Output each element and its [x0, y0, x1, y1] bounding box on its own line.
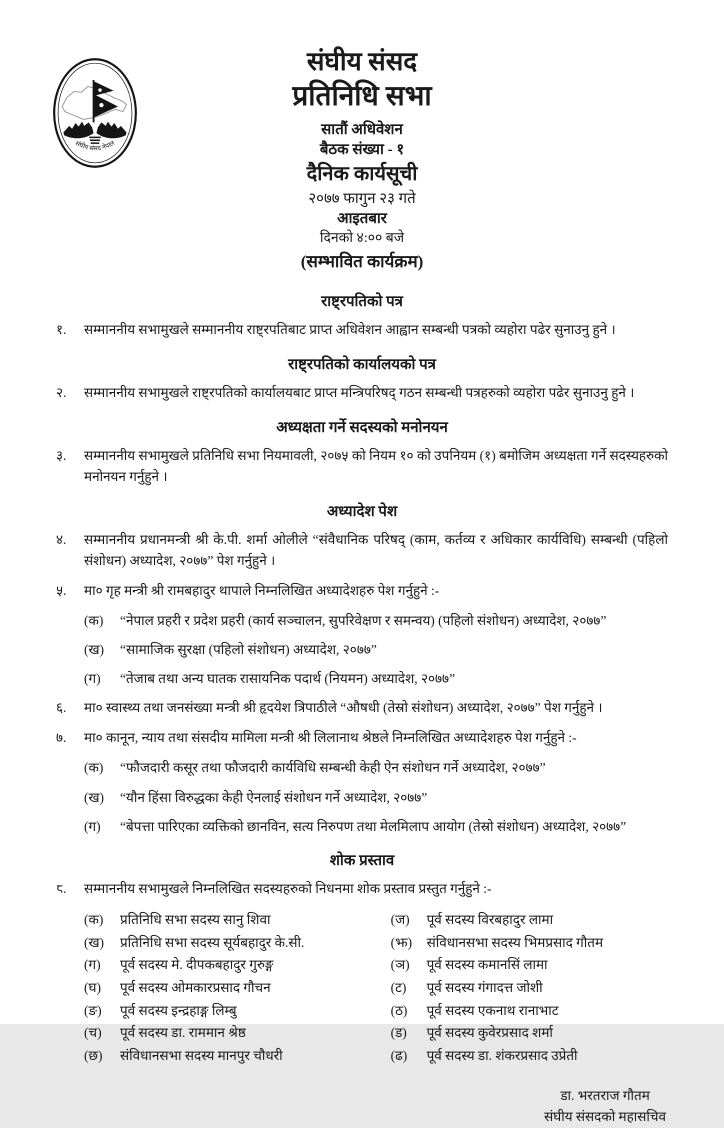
section-heading: शोक प्रस्ताव — [329, 853, 395, 870]
subitem-text: “सामाजिक सुरक्षा (पहिलो संशोधन) अध्यादेश, २०७७” — [120, 641, 377, 657]
entry-name: संविधानसभा सदस्य मानपुर चौधरी — [120, 1048, 283, 1064]
entry-letter: (ड) — [390, 1025, 407, 1041]
agenda-item — [56, 446, 668, 488]
tentative-note: (सम्भावित कार्यक्रम) — [300, 251, 424, 271]
meeting-number-line: बैठक संख्या - १ — [319, 142, 405, 159]
entry-name: पूर्व सदस्य इन्द्रहाङ्ग लिम्बु — [120, 1002, 237, 1018]
agenda-item — [56, 879, 668, 900]
entry-letter: (ढ) — [390, 1048, 408, 1064]
item-text: सम्माननीय प्रधानमन्त्री श्री के.पी. शर्मा ओलीले “संवैधानिक परिषद् (काम, कर्तव्य र अधिकार कार्यविधि) सम्बन्धी (पहिलो संशोधन) अध्यादेश, २०७७” पेश गर्नुहुने । — [84, 531, 668, 568]
entry-letter: (छ) — [84, 1048, 103, 1064]
entry-name: पूर्व सदस्य कुवेरप्रसाद शर्मा — [426, 1025, 553, 1041]
session-line: सातौं अधिवेशन — [321, 121, 403, 138]
agenda-section — [56, 417, 668, 488]
item-number: ६. — [56, 700, 67, 716]
item-number: २. — [56, 385, 67, 401]
item-text: सम्माननीय सभामुखले प्रतिनिधि सभा नियमावली, २०७५ को नियम १० को उपनियम (१) बमोजिम अध्यक्षता गर्ने सदस्यहरुको मनोनयन गर्नुहुने । — [84, 448, 668, 485]
item-number: ३. — [56, 448, 67, 464]
entry-letter: (ख) — [84, 934, 105, 950]
agenda-item — [56, 530, 668, 572]
entry-letter: (ज) — [390, 911, 410, 927]
subitem-letter: (ख) — [84, 789, 105, 805]
condolence-entry — [391, 932, 668, 955]
subitem-letter: (क) — [84, 612, 104, 628]
item-text: सम्माननीय सभामुखले निम्नलिखित सदस्यहरुको निधनमा शोक प्रस्ताव प्रस्तुत गर्नुहुने :- — [84, 881, 492, 897]
subitem-text: “फौजदारी कसूर तथा फौजदारी कार्यविधि सम्बन्धी केही ऐन संशोधन गर्ने अध्यादेश, २०७७” — [120, 760, 546, 776]
item-text: मा० कानून, न्याय तथा संसदीय मामिला मन्त्री श्री लिलानाथ श्रेष्ठले निम्नलिखित अध्यादेशहरु पेश गर्नुहुने :- — [84, 730, 577, 746]
entry-name: पूर्व सदस्य मे. दीपकबहादुर गुरुङ्ग — [120, 957, 274, 973]
entry-letter: (ठ) — [390, 1002, 408, 1018]
condolence-entry — [391, 1045, 668, 1068]
condolence-entry — [391, 1022, 668, 1045]
entry-letter: (क) — [84, 911, 104, 927]
subitem-text: “तेजाब तथा अन्य घातक रासायनिक पदार्थ (नियमन) अध्यादेश, २०७७” — [120, 671, 456, 687]
agenda-section — [56, 850, 668, 1068]
item-text: सम्माननीय सभामुखले राष्ट्रपतिको कार्यालयबाट प्राप्त मन्त्रिपरिषद् गठन सम्बन्धी पत्रहरुको व्यहोरा पढेर सुनाउनु हुने । — [84, 385, 635, 401]
agenda-item — [56, 581, 668, 602]
subitem-text: “बेपत्ता पारिएका व्यक्तिको छानविन, सत्य निरुपण तथा मेलमिलाप आयोग (तेस्रो संशोधन) अध्यादेश, २०७७” — [120, 818, 627, 834]
item-text: मा० स्वास्थ्य तथा जनसंख्या मन्त्री श्री हृदयेश त्रिपाठीले “औषधी (तेस्रो संशोधन) अध्यादेश, २०७७” पेश गर्नुहुने । — [84, 700, 603, 716]
agenda-subitem — [84, 611, 668, 631]
entry-letter: (ट) — [390, 980, 407, 995]
weekday-line: आइतबार — [337, 211, 387, 228]
condolence-entry — [84, 1022, 391, 1045]
condolence-entry — [391, 909, 668, 932]
entry-letter: (ङ) — [84, 1002, 102, 1018]
condolence-entry — [391, 1000, 668, 1023]
time-line: दिनको ४:०० बजे — [319, 231, 405, 247]
condolence-entry — [84, 1045, 391, 1068]
condolence-entry — [84, 1000, 391, 1023]
signatory-name: डा. भरतराज गौतम — [560, 1087, 650, 1103]
entry-name: पूर्व सदस्य एकनाथ रानाभाट — [426, 1002, 559, 1018]
condolence-column — [84, 909, 391, 1068]
condolence-column — [391, 909, 668, 1068]
seal-caption: संघीय संसद नेपाल — [74, 139, 116, 153]
entry-letter: (झ) — [390, 934, 413, 950]
document-type: दैनिक कार्यसूची — [306, 163, 418, 186]
section-heading: राष्ट्रपतिको पत्र — [321, 294, 403, 311]
condolence-entry — [391, 977, 668, 1000]
section-heading: राष्ट्रपतिको कार्यालयको पत्र — [288, 357, 436, 374]
date-line: २०७७ फागुन २३ गते — [308, 190, 416, 207]
subitem-text: “नेपाल प्रहरी र प्रदेश प्रहरी (कार्य सञ्चालन, सुपरिवेक्षण र समन्वय) (पहिलो संशोधन) अध्यादेश, २०७७” — [120, 612, 607, 628]
federal-parliament-seal — [52, 56, 138, 170]
agenda-subitem — [84, 669, 668, 689]
agenda-section — [56, 291, 668, 341]
agenda-sections — [0, 272, 724, 1067]
entry-name: पूर्व सदस्य डा. राममान श्रेष्ठ — [120, 1025, 246, 1041]
subitem-letter: (ग) — [84, 671, 101, 687]
condolence-entry — [391, 954, 668, 977]
subitem-letter: (ख) — [84, 641, 105, 657]
agenda-item — [56, 320, 668, 341]
agenda-subitem — [84, 817, 668, 837]
signature-block — [544, 1086, 666, 1128]
agenda-subitem — [84, 640, 668, 660]
condolence-entry — [84, 977, 391, 1000]
agenda-item — [56, 698, 668, 719]
agenda-section — [56, 501, 668, 837]
entry-name: पूर्व सदस्य कमानसिं लामा — [426, 957, 548, 973]
entry-name: पूर्व सदस्य गंगादत्त जोशी — [426, 980, 543, 995]
item-number: ७. — [56, 730, 67, 746]
agenda-section — [56, 354, 668, 404]
entry-name: पूर्व सदस्य डा. शंकरप्रसाद उप्रेती — [426, 1048, 578, 1064]
condolence-entry — [84, 954, 391, 977]
agenda-subitem — [84, 788, 668, 808]
item-text: मा० गृह मन्त्री श्री रामबहादुर थापाले निम्नलिखित अध्यादेशहरु पेश गर्नुहुने :- — [84, 582, 440, 598]
entry-letter: (घ) — [84, 980, 101, 995]
entry-name: पूर्व सदस्य विरबहादुर लामा — [426, 911, 554, 927]
parliament-title: संघीय संसद — [306, 47, 418, 76]
item-number: ४. — [56, 531, 67, 547]
item-number: १. — [56, 322, 67, 338]
entry-name: प्रतिनिधि सभा सदस्य सूर्यबहादुर के.सी. — [120, 934, 305, 950]
agenda-item — [56, 383, 668, 404]
item-number: ८. — [56, 881, 67, 897]
subitem-letter: (क) — [84, 760, 104, 776]
entry-letter: (ग) — [84, 957, 101, 973]
subitem-letter: (ग) — [84, 818, 101, 834]
subitem-text: “यौन हिंसा विरुद्धका केही ऐनलाई संशोधन गर्ने अध्यादेश, २०७७” — [120, 789, 428, 805]
section-heading: अध्यादेश पेश — [326, 503, 398, 520]
entry-letter: (ञ) — [390, 957, 410, 973]
section-heading: अध्यक्षता गर्ने सदस्यको मनोनयन — [276, 420, 448, 437]
entry-name: प्रतिनिधि सभा सदस्य सानु शिवा — [120, 911, 271, 927]
agenda-subitem — [84, 758, 668, 778]
parliament-seal-icon — [52, 56, 138, 170]
condolence-entry — [84, 932, 391, 955]
entry-name: संविधानसभा सदस्य भिमप्रसाद गौतम — [426, 934, 604, 950]
entry-name: पूर्व सदस्य ओमकारप्रसाद गौचन — [120, 980, 271, 995]
item-text: सम्माननीय सभामुखले सम्माननीय राष्ट्रपतिबाट प्राप्त अधिवेशन आह्वान सम्बन्धी पत्रको व्यहोरा पढेर सुनाउनु हुने । — [84, 322, 616, 338]
agenda-item — [56, 728, 668, 749]
condolence-columns — [84, 909, 668, 1068]
signatory-title: संघीय संसदको महासचिव — [544, 1108, 666, 1124]
entry-letter: (च) — [84, 1025, 102, 1041]
condolence-entry — [84, 909, 391, 932]
house-title: प्रतिनिधि सभा — [292, 80, 432, 112]
item-number: ५. — [56, 582, 67, 598]
